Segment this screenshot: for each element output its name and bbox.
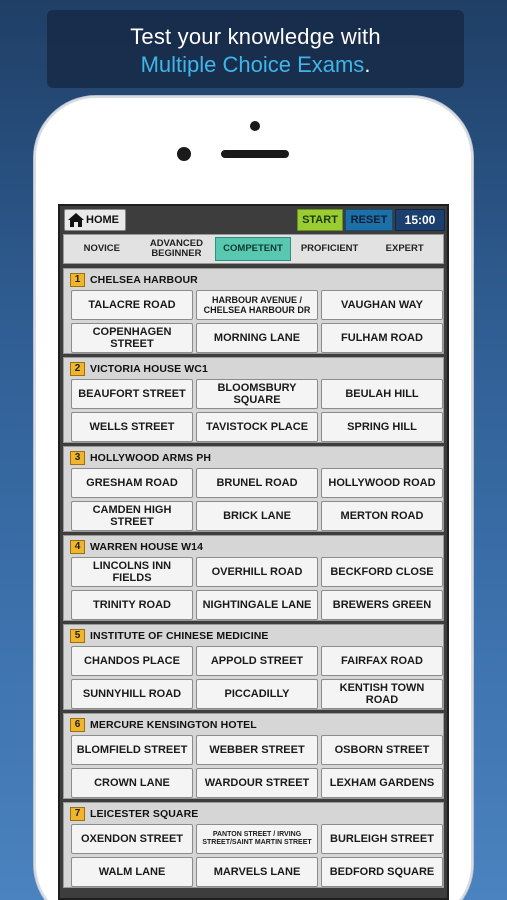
answer-option[interactable]: APPOLD STREET	[196, 646, 318, 676]
tab-expert[interactable]	[368, 237, 441, 261]
question-card	[63, 624, 444, 710]
answer-option[interactable]: TRINITY ROAD	[71, 590, 193, 620]
answer-option[interactable]: CAMDEN HIGH STREET	[71, 501, 193, 531]
question-card	[63, 446, 444, 532]
answer-options	[71, 646, 441, 709]
tab-novice[interactable]	[66, 237, 138, 261]
banner-line-2-end: .	[364, 52, 371, 77]
answer-options	[71, 735, 441, 798]
front-sensor-icon	[250, 121, 260, 131]
answer-option[interactable]: KENTISH TOWN ROAD	[321, 679, 443, 709]
tab-proficient[interactable]	[291, 237, 369, 261]
tab-label: ADVANCED BEGINNER	[149, 238, 203, 259]
tab-label: PROFICIENT	[300, 243, 359, 254]
tab-competent[interactable]	[215, 237, 291, 261]
home-label: HOME	[86, 214, 119, 226]
answer-option[interactable]: BEULAH HILL	[321, 379, 443, 409]
level-tabs	[63, 234, 444, 264]
tab-label: COMPETENT	[223, 243, 283, 254]
answer-option[interactable]: PANTON STREET / IRVING STREET/SAINT MARTIN STREET	[196, 824, 318, 854]
question-list	[63, 268, 444, 891]
answer-option[interactable]: BRUNEL ROAD	[196, 468, 318, 498]
answer-option[interactable]: BRICK LANE	[196, 501, 318, 531]
home-icon	[67, 212, 85, 228]
answer-option[interactable]: BURLEIGH STREET	[321, 824, 443, 854]
front-camera-icon	[177, 147, 191, 161]
app-screen	[58, 204, 449, 900]
answer-option[interactable]: BLOOMSBURY SQUARE	[196, 379, 318, 409]
question-number-badge: 7	[70, 807, 85, 821]
answer-option[interactable]: LEXHAM GARDENS	[321, 768, 443, 798]
question-header	[66, 449, 441, 466]
answer-option[interactable]: TALACRE ROAD	[71, 290, 193, 320]
answer-option[interactable]: PICCADILLY	[196, 679, 318, 709]
question-header	[66, 538, 441, 555]
banner-line-2	[47, 52, 464, 78]
question-header	[66, 805, 441, 822]
answer-option[interactable]: WELLS STREET	[71, 412, 193, 442]
question-card	[63, 535, 444, 621]
question-title: INSTITUTE OF CHINESE MEDICINE	[90, 629, 269, 642]
answer-option[interactable]: HOLLYWOOD ROAD	[321, 468, 443, 498]
answer-option[interactable]: LINCOLNS INN FIELDS	[71, 557, 193, 587]
answer-option[interactable]: FAIRFAX ROAD	[321, 646, 443, 676]
answer-option[interactable]: TAVISTOCK PLACE	[196, 412, 318, 442]
answer-options	[71, 468, 441, 531]
answer-options	[71, 379, 441, 442]
answer-option[interactable]: BLOMFIELD STREET	[71, 735, 193, 765]
question-number-badge: 2	[70, 362, 85, 376]
answer-option[interactable]: GRESHAM ROAD	[71, 468, 193, 498]
answer-options	[71, 824, 441, 887]
start-button[interactable]: START	[297, 209, 343, 231]
question-header	[66, 716, 441, 733]
answer-option[interactable]: BREWERS GREEN	[321, 590, 443, 620]
question-title: HOLLYWOOD ARMS PH	[90, 451, 212, 464]
question-number-badge: 6	[70, 718, 85, 732]
answer-option[interactable]: OVERHILL ROAD	[196, 557, 318, 587]
question-title: MERCURE KENSINGTON HOTEL	[90, 718, 257, 731]
home-button[interactable]	[64, 209, 126, 231]
tab-label: EXPERT	[385, 243, 424, 254]
answer-option[interactable]: BECKFORD CLOSE	[321, 557, 443, 587]
question-card	[63, 802, 444, 888]
answer-option[interactable]: WARDOUR STREET	[196, 768, 318, 798]
question-card	[63, 713, 444, 799]
question-title: CHELSEA HARBOUR	[90, 273, 198, 286]
answer-option[interactable]: WEBBER STREET	[196, 735, 318, 765]
question-header	[66, 271, 441, 288]
banner-line-1: Test your knowledge with	[130, 24, 381, 49]
question-card	[63, 268, 444, 354]
question-title: LEICESTER SQUARE	[90, 807, 199, 820]
tab-label: NOVICE	[83, 243, 121, 254]
answer-option[interactable]: BEDFORD SQUARE	[321, 857, 443, 887]
answer-option[interactable]: VAUGHAN WAY	[321, 290, 443, 320]
answer-option[interactable]: NIGHTINGALE LANE	[196, 590, 318, 620]
promo-banner	[47, 10, 464, 88]
question-title: WARREN HOUSE W14	[90, 540, 204, 553]
answer-option[interactable]: SPRING HILL	[321, 412, 443, 442]
banner-highlight: Multiple Choice Exams	[140, 52, 365, 77]
answer-options	[71, 290, 441, 353]
question-title: VICTORIA HOUSE WC1	[90, 362, 208, 375]
answer-option[interactable]: MERTON ROAD	[321, 501, 443, 531]
answer-option[interactable]: CROWN LANE	[71, 768, 193, 798]
tab-advanced-beginner[interactable]	[138, 237, 216, 261]
question-header	[66, 627, 441, 644]
answer-option[interactable]: FULHAM ROAD	[321, 323, 443, 353]
question-header	[66, 360, 441, 377]
answer-option[interactable]: BEAUFORT STREET	[71, 379, 193, 409]
answer-option[interactable]: CHANDOS PLACE	[71, 646, 193, 676]
answer-option[interactable]: WALM LANE	[71, 857, 193, 887]
answer-options	[71, 557, 441, 620]
question-number-badge: 1	[70, 273, 85, 287]
question-number-badge: 5	[70, 629, 85, 643]
answer-option[interactable]: OXENDON STREET	[71, 824, 193, 854]
reset-button[interactable]: RESET	[345, 209, 393, 231]
answer-option[interactable]: SUNNYHILL ROAD	[71, 679, 193, 709]
answer-option[interactable]: MORNING LANE	[196, 323, 318, 353]
answer-option[interactable]: HARBOUR AVENUE / CHELSEA HARBOUR DR	[196, 290, 318, 320]
answer-option[interactable]: COPENHAGEN STREET	[71, 323, 193, 353]
question-number-badge: 4	[70, 540, 85, 554]
question-card	[63, 357, 444, 443]
answer-option[interactable]: MARVELS LANE	[196, 857, 318, 887]
earpiece-speaker-icon	[221, 150, 289, 158]
answer-option[interactable]: OSBORN STREET	[321, 735, 443, 765]
top-toolbar	[60, 206, 447, 234]
countdown-timer: 15:00	[395, 209, 445, 231]
question-number-badge: 3	[70, 451, 85, 465]
